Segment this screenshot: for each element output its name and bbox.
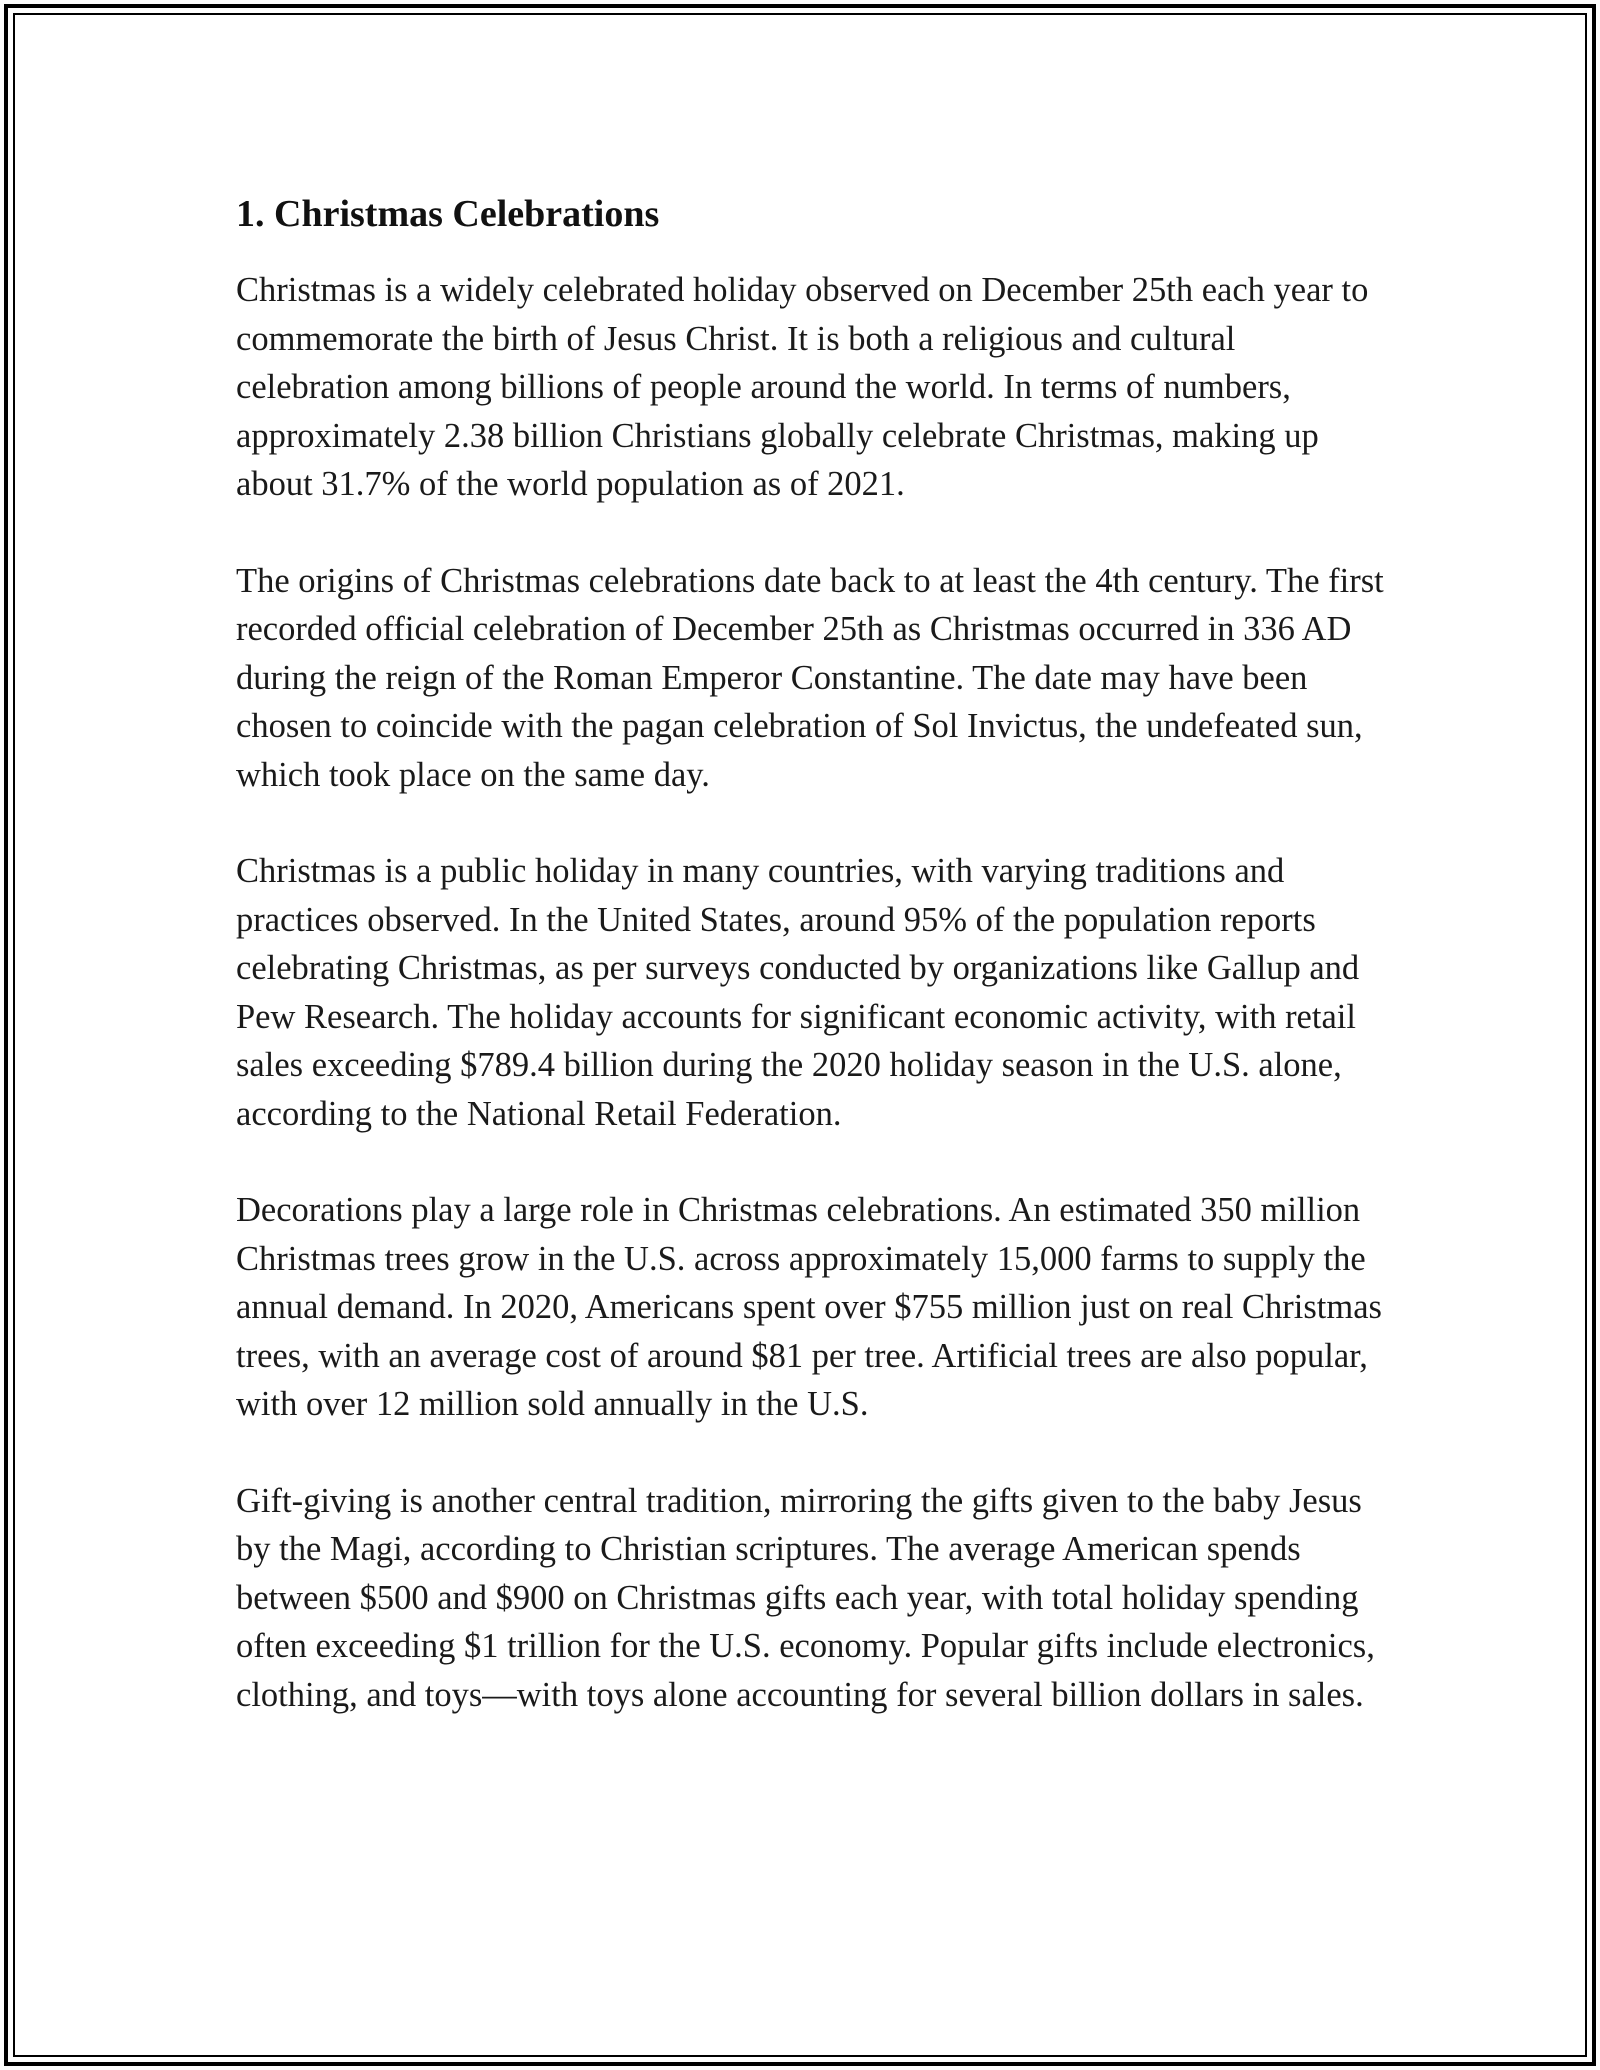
paragraph-gift-giving: Gift-giving is another central tradition, mirroring the gifts given to the baby Jesus by the Magi, according to Christian scriptures. The average American spends between $500 and $900 on Christmas gifts each year, with total holiday spending often exceeding $1 trillion for the U.S. economy. Popular gifts include electronics, clothing, and toys—with toys alone accounting for several billion dollars in sales. (236, 1481, 1375, 1714)
paragraph-public-holiday: Christmas is a public holiday in many countries, with varying traditions and practices observed. In the United States, around 95% of the population reports celebrating Christmas, as per surveys conducted by organizations like Gallup and Pew Research. The holiday accounts for significant economic activity, with retail sales exceeding $789.4 billion during the 2020 holiday season in the U.S. alone, according to the National Retail Federation. (236, 852, 1360, 1133)
paragraph-origins: The origins of Christmas celebrations date back to at least the 4th century. The first recorded official celebration of December 25th as Christmas occurred in 336 AD during the reign of the Roman Emperor Constantine. The date may have been chosen to coincide with the pagan celebration of Sol Invictus, the undefeated sun, which took place on the same day. (236, 561, 1384, 794)
document-body (236, 186, 1386, 1767)
section-title: 1. Christmas Celebrations (236, 193, 660, 235)
paragraph-overview: Christmas is a widely celebrated holiday observed on December 25th each year to commemorate the birth of Jesus Christ. It is both a religious and cultural celebration among billions of people around the world. In terms of numbers, approximately 2.38 billion Christians globally celebrate Christmas, making up about 31.7% of the world population as of 2021. (236, 271, 1369, 503)
paragraph-decorations: Decorations play a large role in Christmas celebrations. An estimated 350 million Christmas trees grow in the U.S. across approximately 15,000 farms to supply the annual demand. In 2020, Americans spent over $755 million just on real Christmas trees, with an average cost of around $81 per tree. Artificial trees are also popular, with over 12 million sold annually in the U.S. (236, 1191, 1382, 1423)
